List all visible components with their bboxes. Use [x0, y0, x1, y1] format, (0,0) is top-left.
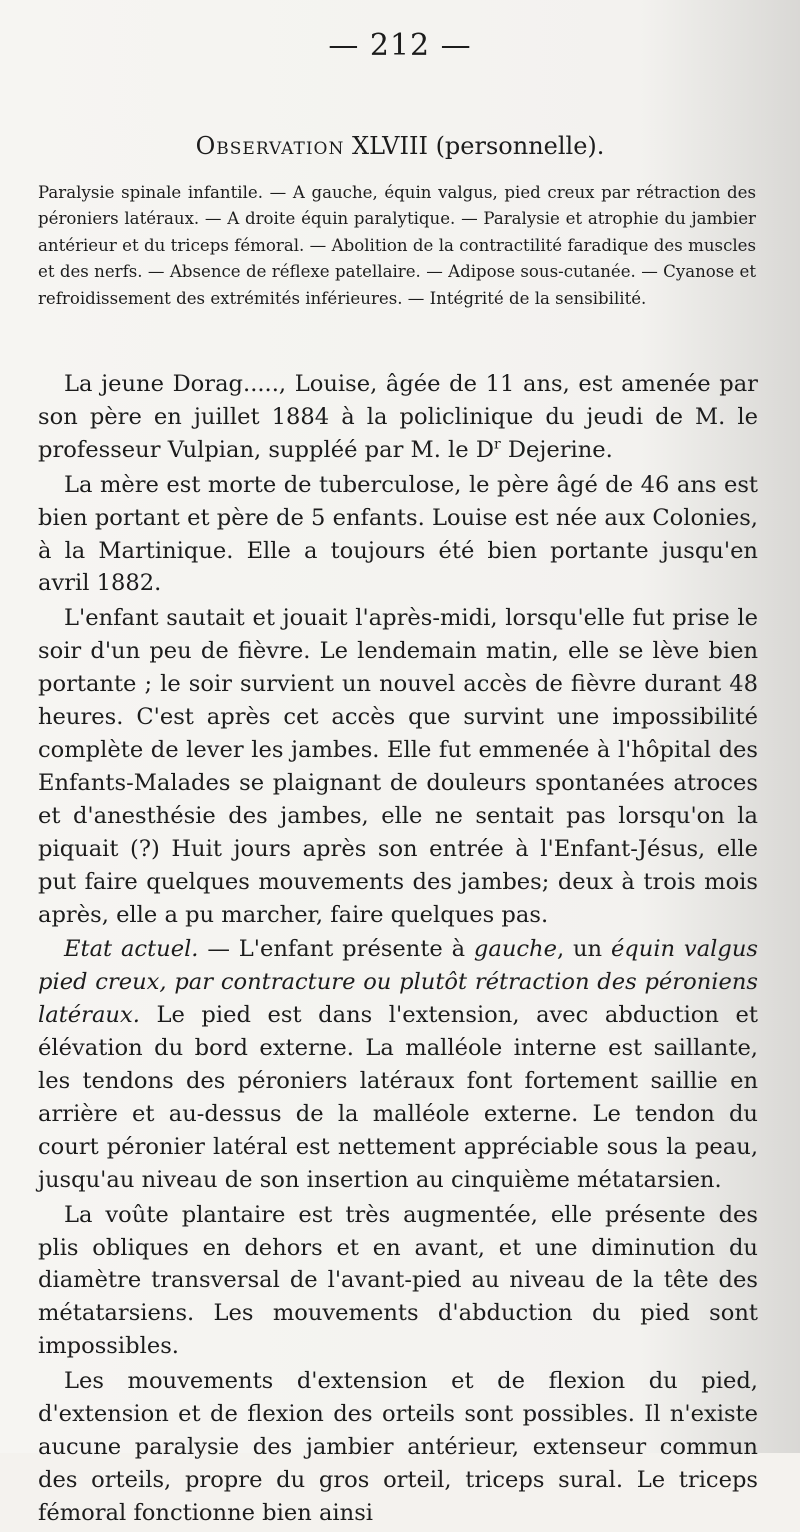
paragraph-3: L'enfant sautait et jouait l'après-midi, lorsqu'elle fut prise le soir d'un peu de fièvre. Le lendemain matin, elle se lève bien portante ; le soir survient un nouvel accès de fièvre durant 48 heures. C'est après cet accès que survint une impossibilité complète de lever les jambes. Elle fut emmenée à l'hôpital des Enfants-Malades se plaignant de douleurs spontanées atroces et d'anesthésie des jambes, elle ne sentait pas lorsqu'on la piquait (?) Huit jours après son entrée à l'Enfant-Jésus, elle put faire quelques mouvements des jambes; deux à trois mois après, elle a pu marcher, faire quelques pas. [38, 605, 758, 928]
paragraph-6: Les mouvements d'extension et de flexion du pied, d'extension et de flexion des orteils sont possibles. Il n'existe aucune paralysie des jambier antérieur, extenseur commun des orteils, propre du gros orteil, triceps sural. Le triceps fémoral fonctionne bien ainsi [38, 1368, 758, 1526]
paragraph-1 [38, 368, 758, 467]
paragraph-4-text-c: Le pied est dans l'extension, avec abduction et élévation du bord externe. La malléole interne est saillante, les tendons des péroniers latéraux font fortement saillie en arrière et au-dessus de la malléole externe. Le tendon du court péronier latéral est nettement appréciable sous la peau, jusqu'au niveau de son insertion au cinquième métatarsien. [38, 1002, 758, 1193]
etat-actuel-heading: Etat actuel. [64, 936, 199, 963]
title-rest: XLVIII (personnelle). [344, 132, 605, 160]
paragraph-1-text: La jeune Dorag....., Louise, âgée de 11 ans, est amenée par son père en juillet 1884 à la policlinique du jeudi de M. le professeur Vulpian, suppléé par M. le D [38, 371, 758, 463]
paragraph-5: La voûte plantaire est très augmentée, elle présente des plis obliques en dehors et en avant, et une diminution du diamètre transversal de l'avant-pied au niveau de la tête des métatarsiens. Les mouvements d'abduction du pied sont impossibles. [38, 1201, 758, 1360]
page-number: — 212 — [328, 28, 472, 63]
title-prefix: Observation [195, 132, 345, 160]
paragraph-4 [38, 933, 758, 1196]
paragraph-2: La mère est morte de tuberculose, le père âgé de 46 ans est bien portant et père de 5 enfants. Louise est née aux Colonies, à la Martinique. Elle a toujours été bien portante jusqu'en avril 1882. [38, 471, 758, 597]
doctor-superscript: r [493, 436, 501, 453]
paragraph-4-text-b: , un [556, 936, 611, 963]
observation-summary: Paralysie spinale infantile. — A gauche, équin valgus, pied creux par rétraction des péroniers latéraux. — A droite équin paralytique. — Paralysie et atrophie du jambier antérieur et du triceps fémoral. — Abolition de la contractilité faradique des muscles et des nerfs. — Absence de réflexe patellaire. — Adipose sous-cutanée. — Cyanose et refroidissement des extrémités inférieures. — Intégrité de la sensibilité. [38, 183, 756, 308]
observation-title [0, 132, 800, 160]
paragraph-4-italic-gauche: gauche [473, 936, 557, 963]
observation-body [38, 368, 758, 1532]
paragraph-1-end: Dejerine. [500, 436, 613, 463]
paragraph-4-text-a: — L'enfant présente à [198, 936, 474, 963]
paragraph-4-italic-diagnosis: équin valgus pied creux, par contracture ou plutôt rétraction des péroniens latéraux. [38, 936, 758, 1029]
